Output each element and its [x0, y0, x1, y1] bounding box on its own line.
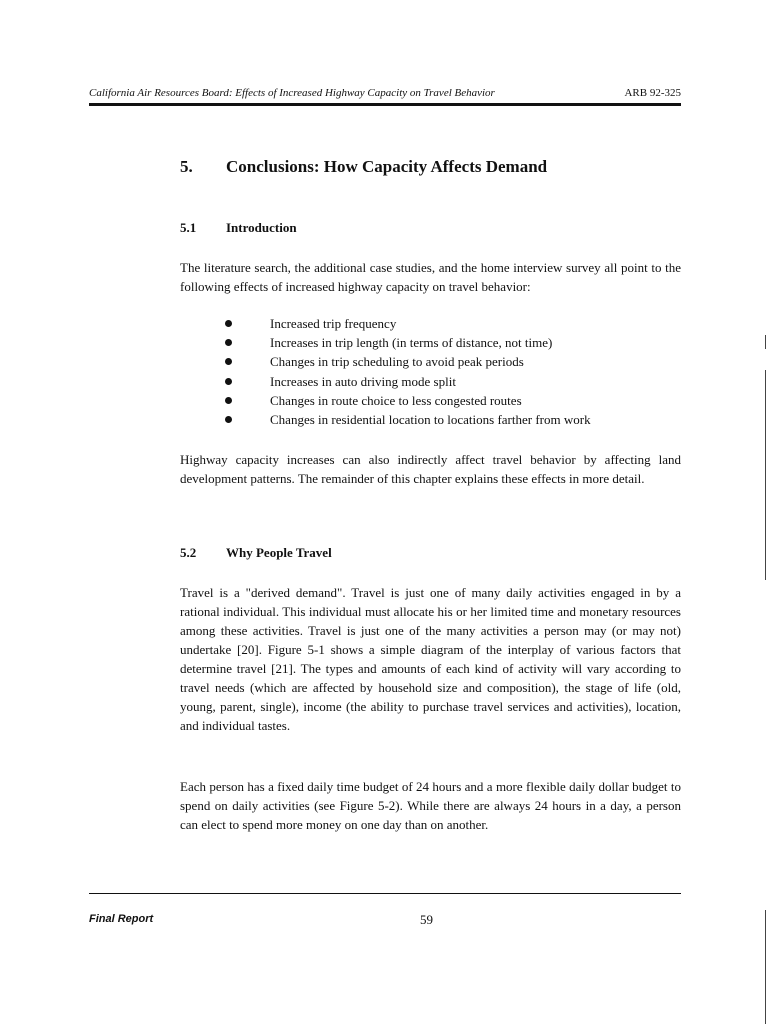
bullet-icon — [225, 397, 232, 404]
scan-edge-mark — [765, 370, 766, 580]
intro-paragraph: The literature search, the additional case studies, and the home interview survey all point to the following effects of increased highway capacity on travel behavior: — [180, 260, 681, 294]
chapter-title-text: Conclusions: How Capacity Affects Demand — [226, 157, 548, 176]
scan-edge-mark — [765, 335, 766, 349]
effects-list — [222, 314, 591, 429]
list-item-text: Increases in trip length (in terms of distance, not time) — [270, 335, 553, 351]
running-header-title: California Air Resources Board: Effects of Increased Highway Capacity on Travel Behavior — [89, 87, 495, 99]
bullet-icon — [225, 358, 232, 365]
derived-demand-paragraph: Travel is a "derived demand". Travel is just one of many daily activities engaged in by a rational individual. This individual must allocate his or her limited time and monetary resources among these activities. Travel is just one of the many activities a person may (or may not) undertake [20]. Figure 5-1 shows a simple diagram of the interplay of various factors that determine travel [21]. The types and amounts of each kind of activity will vary according to travel needs (which are affected by household size and composition), the stage of life (old, young, parent, single), income (the ability to purchase travel services and activities), location, and individual tastes. — [180, 585, 681, 733]
list-item-text: Increased trip frequency — [270, 316, 397, 331]
bullet-icon — [225, 416, 232, 423]
time-budget-paragraph: Each person has a fixed daily time budget of 24 hours and a more flexible daily dollar budget to spend on daily activities (see Figure 5-2). While there are always 24 hours in a day, a person can elect to spend more money on one day than on another. — [180, 779, 681, 832]
list-item-text: Changes in route choice to less congested routes — [270, 392, 522, 408]
running-header — [89, 87, 681, 103]
bullet-icon — [225, 378, 232, 385]
list-item — [222, 410, 591, 429]
chapter-title — [180, 157, 547, 177]
report-code: ARB 92-325 — [624, 87, 681, 99]
section-title: Introduction — [226, 220, 297, 235]
bullet-icon — [225, 320, 232, 327]
chapter-number: 5. — [180, 157, 193, 176]
header-rule — [89, 103, 681, 106]
section-number: 5.1 — [180, 220, 197, 235]
list-item — [222, 372, 591, 391]
list-item — [222, 314, 591, 333]
list-item — [222, 391, 591, 410]
section-number: 5.2 — [180, 545, 197, 560]
bullet-icon — [225, 339, 232, 346]
list-item-text: Increases in auto driving mode split — [270, 373, 456, 389]
section-heading-introduction — [180, 220, 297, 236]
section-title: Why People Travel — [226, 545, 332, 560]
scan-edge-mark — [765, 910, 766, 1024]
closing-paragraph: Highway capacity increases can also indirectly affect travel behavior by affecting land development patterns. The remainder of this chapter explains these effects in more detail. — [180, 452, 681, 486]
footer-rule — [89, 893, 681, 894]
list-item-text: Changes in trip scheduling to avoid peak periods — [270, 354, 524, 370]
page-number: 59 — [420, 912, 433, 927]
footer-label: Final Report — [89, 913, 154, 925]
list-item — [222, 333, 591, 352]
section-heading-why-people-travel — [180, 545, 332, 561]
list-item-text: Changes in residential location to locations farther from work — [270, 412, 591, 428]
list-item — [222, 352, 591, 371]
